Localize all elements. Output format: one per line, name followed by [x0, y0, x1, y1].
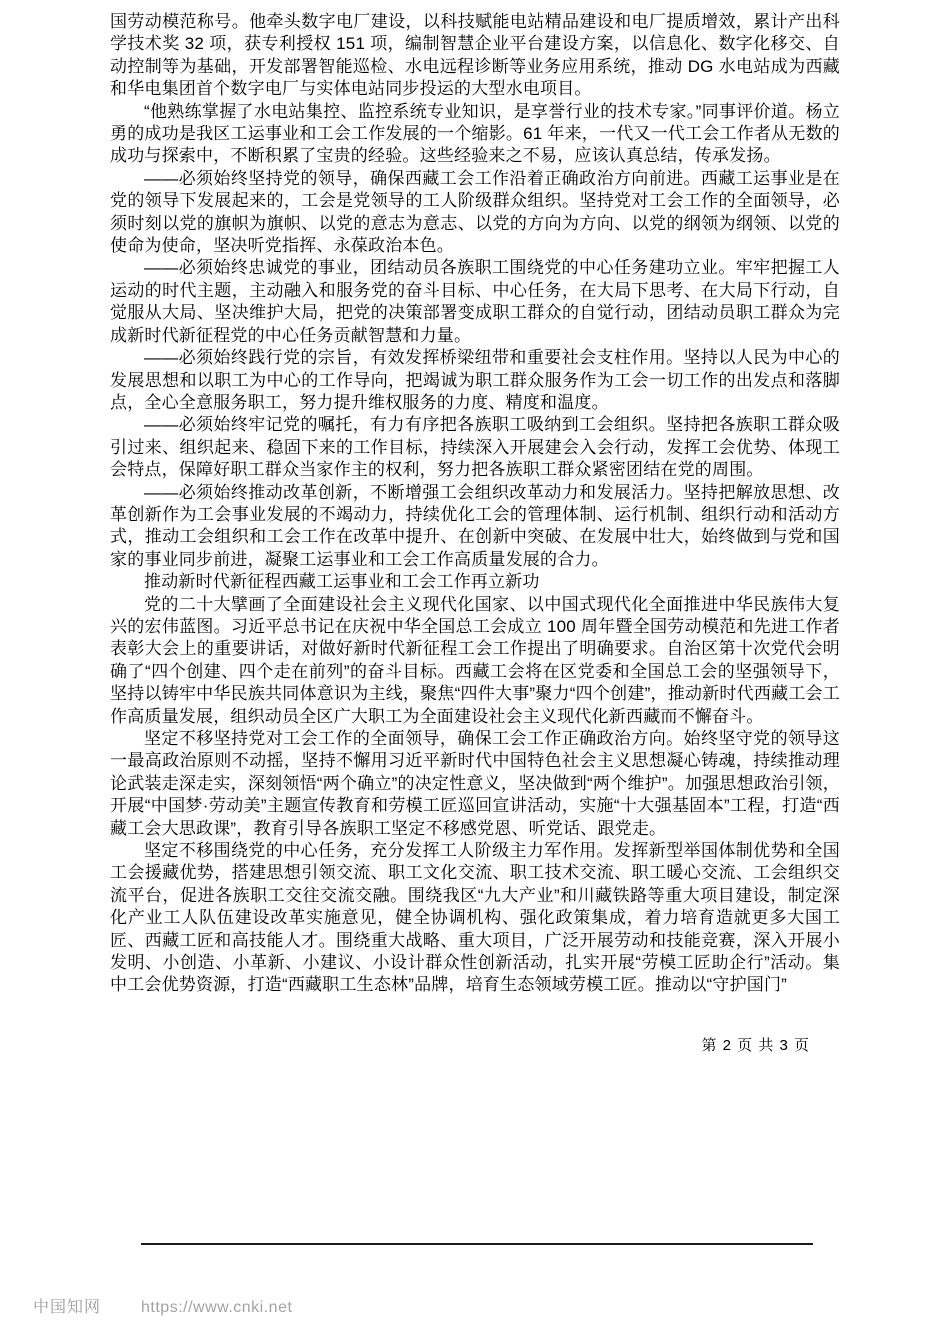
cnki-url: https://www.cnki.net [141, 1299, 293, 1316]
paragraph-dash-4: ——必须始终牢记党的嘱托，有力有序把各族职工吸纳到工会组织。坚持把各族职工群众吸引过来、组织起来、稳固下来的工作目标，持续深入开展建会入会行动，发挥工会优势、体现工会特点，保障好职工群众当家作主的权利，努力把各族职工群众紧密团结在党的周围。 [110, 415, 840, 480]
footer-divider-line [141, 1243, 813, 1245]
paragraph-quote: “他熟练掌握了水电站集控、监控系统专业知识，是享誉行业的技术专家。”同事评价道。杨立勇的成功是我区工运事业和工会工作发展的一个缩影。61 年来，一代又一代工会工作者从无数的成功与探索中，不断积累了宝贵的经验。这些经验来之不易，应该认真总结，传承发扬。 [110, 101, 840, 166]
page-number: 第 2 页 共 3 页 [701, 1037, 810, 1054]
paragraph-dash-2: ——必须始终忠诚党的事业，团结动员各族职工围绕党的中心任务建功立业。牢牢把握工人运动的时代主题，主动融入和服务党的奋斗目标、中心任务，在大局下思考、在大局下行动，自觉服从大局、坚决维护大局，把党的决策部署变成职工群众的自觉行动，团结动员职工群众为完成新时代新征程党的中心任务贡献智慧和力量。 [110, 258, 840, 345]
paragraph-dash-5: ——必须始终推动改革创新，不断增强工会组织改革动力和发展活力。坚持把解放思想、改革创新作为工会事业发展的不竭动力，持续优化工会的管理体制、运行机制、组织行动和活动方式，推动工会组织和工会工作在改革中提升、在创新中突破、在发展中壮大，始终做到与党和国家的事业同步前进，凝聚工运事业和工会工作高质量发展的合力。 [110, 482, 840, 569]
cnki-watermark [33, 1294, 292, 1317]
paragraph-body-1: 党的二十大擘画了全面建设社会主义现代化国家、以中国式现代化全面推进中华民族伟大复兴的宏伟蓝图。习近平总书记在庆祝中华全国总工会成立 100 周年暨全国劳动模范和先进工作者表彰大会上的重要讲话，对做好新时代新征程工会工作提出了明确要求。自治区第十次党代会明确了“四个创建、四个走在前列”的奋斗目标。西藏工会将在区党委和全国总工会的坚强领导下，坚持以铸牢中华民族共同体意识为主线，聚焦“四件大事”聚力“四个创建”，推动新时代西藏工会工作高质量发展，组织动员全区广大职工为全面建设社会主义现代化新西藏而不懈奋斗。 [110, 594, 840, 726]
paragraph-dash-1: ——必须始终坚持党的领导，确保西藏工会工作沿着正确政治方向前进。西藏工运事业是在党的领导下发展起来的，工会是党领导的工人阶级群众组织。坚持党对工会工作的全面领导，必须时刻以党的旗帜为旗帜、以党的意志为意志、以党的方向为方向、以党的纲领为纲领、以党的使命为使命，坚决听党指挥、永葆政治本色。 [110, 168, 840, 256]
cnki-logo-text: 中国知网 [33, 1299, 102, 1316]
paragraph-body-3: 坚定不移围绕党的中心任务，充分发挥工人阶级主力军作用。发挥新型举国体制优势和全国工会援藏优势，搭建思想引领交流、职工文化交流、职工技术交流、职工暖心交流、工会组织交流平台，促进各族职工交往交流交融。围绕我区“九大产业”和川藏铁路等重大项目建设，制定深化产业工人队伍建设改革实施意见，健全协调机构、强化政策集成，着力培育造就更多大国工匠、西藏工匠和高技能人才。围绕重大战略、重大项目，广泛开展劳动和技能竞赛，深入开展小发明、小创造、小革新、小建议、小设计群众性创新活动，扎实开展“劳模工匠助企行”活动。集中工会优势资源，打造“西藏职工生态林”品牌，培育生态领域劳模工匠。推动以“守护国门” [110, 841, 840, 995]
paragraph-continuation: 国劳动模范称号。他牵头数字电厂建设，以科技赋能电站精品建设和电厂提质增效，累计产出科学技术奖 32 项，获专利授权 151 项，编制智慧企业平台建设方案，以信息化、数字化移交、自动控制等为基础，开发部署智能巡检、水电远程诊断等业务应用系统，推动 DG 水电站成为西藏和华电集团首个数字电厂与实体电站同步投运的大型水电项目。 [110, 12, 840, 99]
document-body [110, 11, 840, 997]
paragraph-dash-3: ——必须始终践行党的宗旨，有效发挥桥梁纽带和重要社会支柱作用。坚持以人民为中心的发展思想和以职工为中心的工作导向，把竭诚为职工群众服务作为工会一切工作的出发点和落脚点，全心全意服务职工，努力提升维权服务的力度、精度和温度。 [110, 348, 840, 412]
paragraph-body-2: 坚定不移坚持党对工会工作的全面领导，确保工会工作正确政治方向。始终坚守党的领导这一最高政治原则不动摇，坚持不懈用习近平新时代中国特色社会主义思想凝心铸魂，持续推动理论武装走深走实，深刻领悟“两个确立”的决定性意义，坚决做到“两个维护”。加强思想政治引领，开展“中国梦·劳动美”主题宣传教育和劳模工匠巡回宣讲活动，实施“十大强基固本”工程，打造“西藏工会大思政课”，教育引导各族职工坚定不移感党恩、听党话、跟党走。 [110, 729, 840, 838]
section-heading: 推动新时代新征程西藏工运事业和工会工作再立新功 [144, 572, 540, 592]
